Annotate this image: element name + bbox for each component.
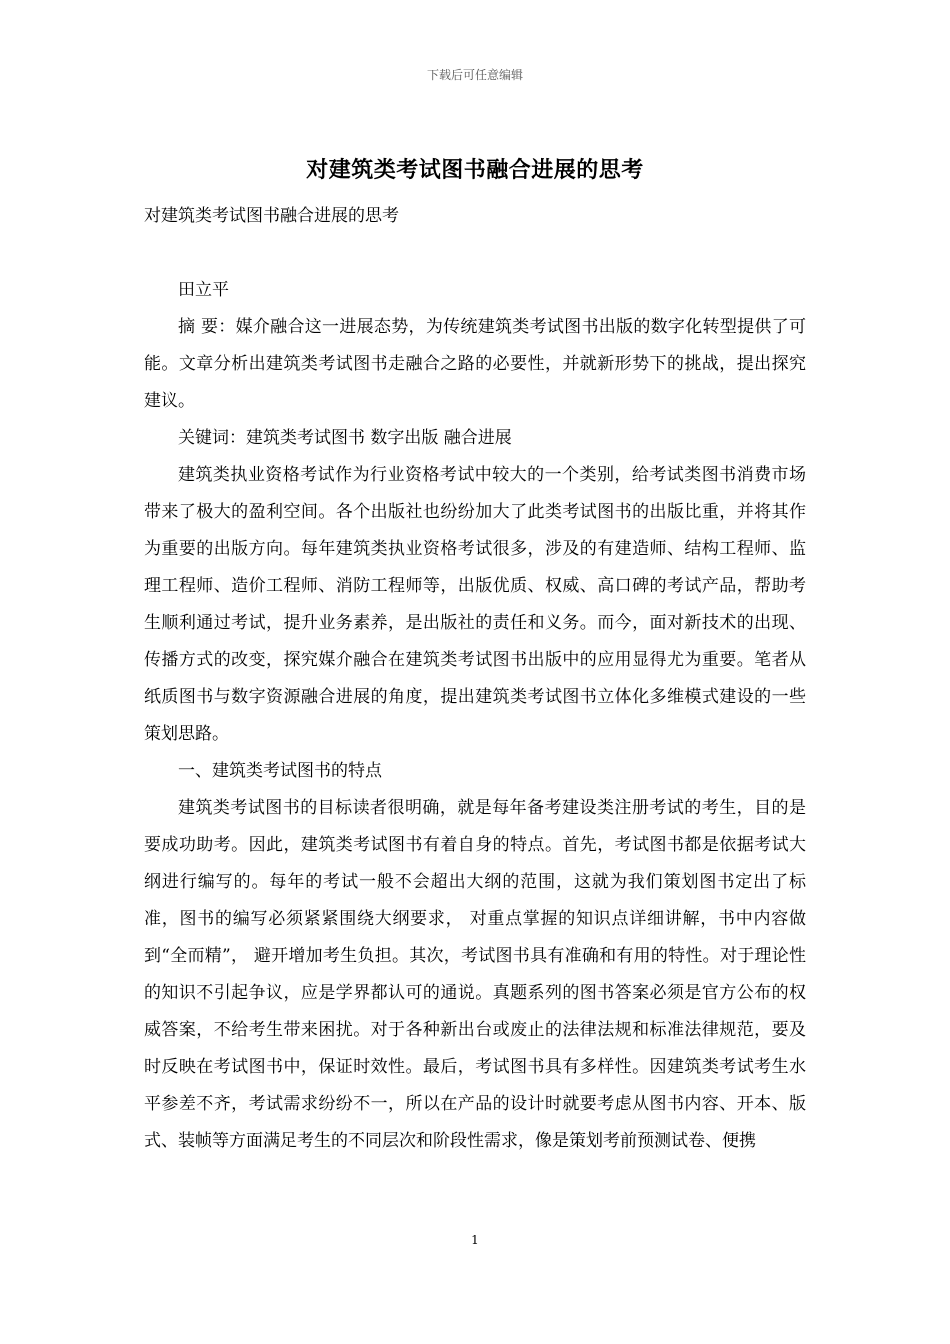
abstract: 摘 要：媒介融合这一进展态势，为传统建筑类考试图书出版的数字化转型提供了可能。文章分析出建筑类考试图书走融合之路的必要性，并就新形势下的挑战，提出探究建议。 [144,317,806,411]
header-note: 下载后可任意编辑 [426,68,523,82]
keywords: 关键词：建筑类考试图书 数字出版 融合进展 [178,428,512,448]
paragraph: 建筑类执业资格考试作为行业资格考试中较大的一个类别，给考试类图书消费市场带来了极大的盈利空间。各个出版社也纷纷加大了此类考试图书的出版比重，并将其作为重要的出版方向。每年建筑类执业资格考试很多，涉及的有建造师、结构工程师、监理工程师、造价工程师、消防工程师等，出版优质、权威、高口碑的考试产品，帮助考生顺利通过考试，提升业务素养，是出版社的责任和义务。而今，面对新技术的出现、传播方式的改变，探究媒介融合在建筑类考试图书出版中的应用显得尤为重要。笔者从纸质图书与数字资源融合进展的角度，提出建筑类考试图书立体化多维模式建设的一些策划思路。 [144,465,806,744]
section-heading: 一、建筑类考试图书的特点 [178,761,382,781]
document-body [144,198,806,1160]
author: 田立平 [178,280,229,300]
document-title: 对建筑类考试图书融合进展的思考 [306,157,644,183]
subtitle: 对建筑类考试图书融合进展的思考 [144,206,399,226]
paragraph: 建筑类考试图书的目标读者很明确，就是每年备考建设类注册考试的考生，目的是要成功助考。因此，建筑类考试图书有着自身的特点。首先，考试图书都是依据考试大纲进行编写的。每年的考试一般不会超出大纲的范围，这就为我们策划图书定出了标准，图书的编写必须紧紧围绕大纲要求， 对重点掌握的知识点详细讲解，书中内容做到“全而精”， 避开增加考生负担。其次，考试图书具有准确和有用的特性。对于理论性的知识不引起争议，应是学界都认可的通说。真题系列的图书答案必须是官方公布的权威答案，不给考生带来困扰。对于各种新出台或废止的法律法规和标准法律规范，要及时反映在考试图书中，保证时效性。最后，考试图书具有多样性。因建筑类考试考生水平参差不齐，考试需求纷纷不一，所以在产品的设计时就要考虑从图书内容、开本、版式、装帧等方面满足考生的不同层次和阶段性需求，像是策划考前预测试卷、便携 [144,798,806,1151]
page-number: 1 [471,1233,479,1247]
blank-line [144,235,806,272]
